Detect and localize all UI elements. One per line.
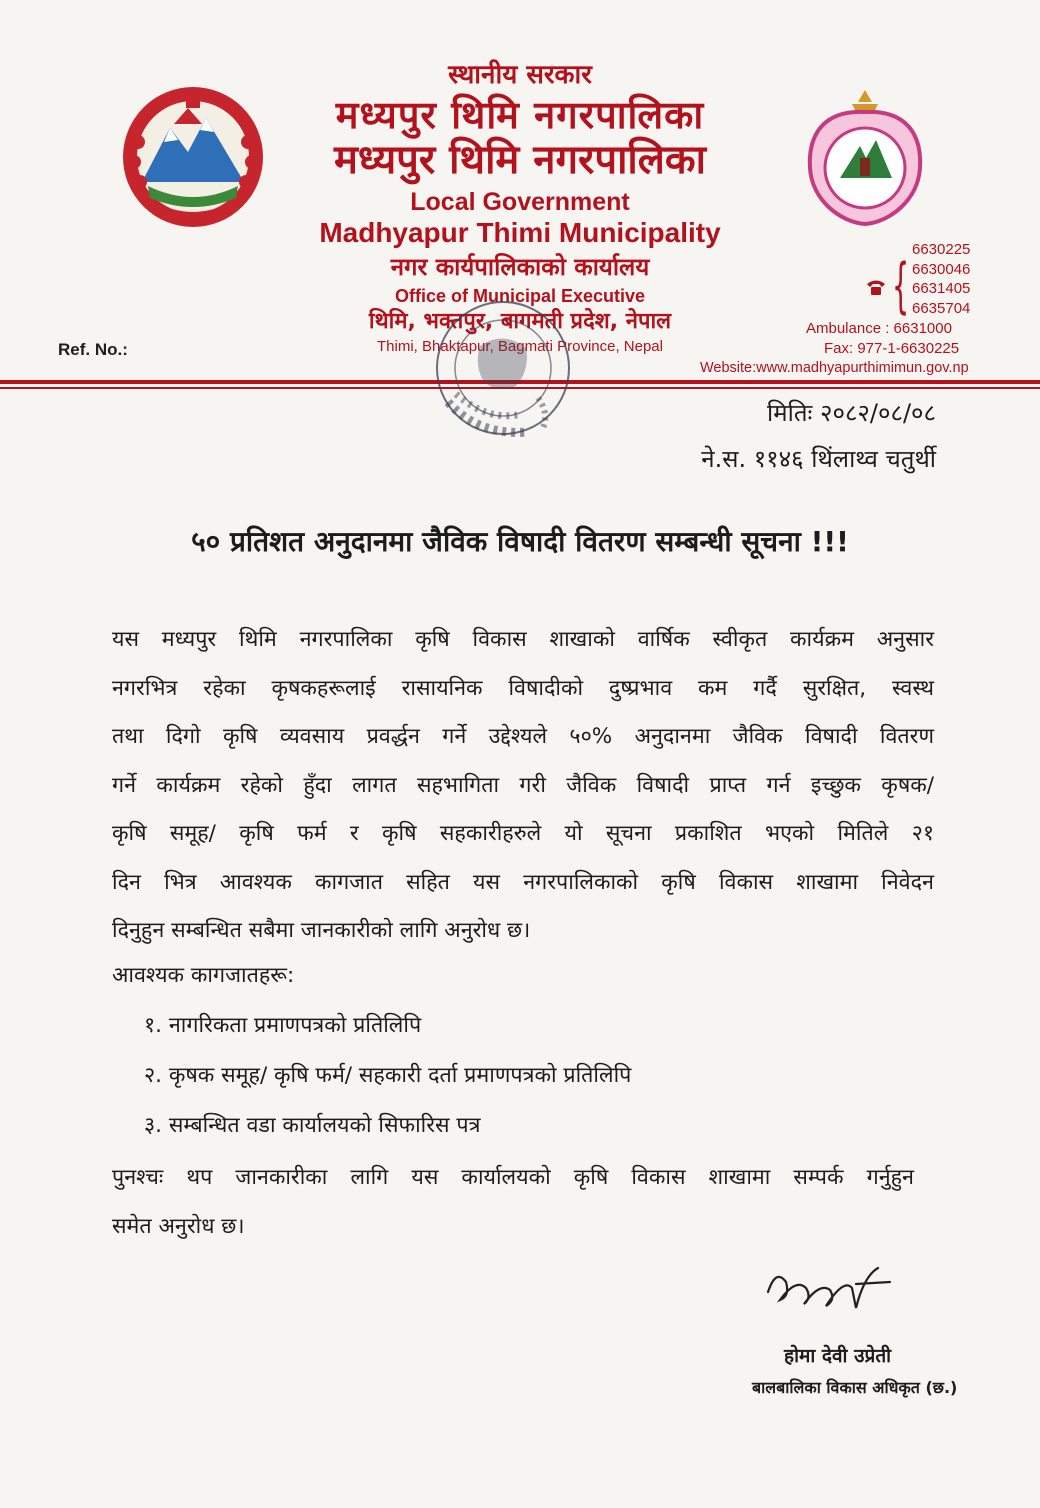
body-line: कृषि समूह/ कृषि फर्म र कृषि सहकारीहरुले यो सूचना प्रकाशित भएको मितिले २१ — [112, 821, 934, 846]
body-line: तथा दिगो कृषि व्यवसाय प्रवर्द्धन गर्ने उद्देश्यले ५०% अनुदानमा जैविक विषादी वितरण — [112, 724, 934, 749]
nepal-emblem-icon — [118, 82, 268, 232]
requirement-item: २. कृषक समूह/ कृषि फर्म/ सहकारी दर्ता प्रमाणपत्रको प्रतिलिपि — [144, 1063, 632, 1088]
municipality-name-np: मध्यपुर थिमि नगरपालिका — [333, 137, 706, 183]
office-stamp-icon — [418, 290, 588, 450]
ambulance-number: Ambulance : 6631000 — [806, 320, 952, 337]
ref-number-label: Ref. No.: — [58, 340, 128, 359]
notice-title: ५० प्रतिशत अनुदानमा जैविक विषादी वितरण सम्बन्धी सूचना !!! — [191, 525, 849, 558]
body-line: गर्ने कार्यक्रम रहेको हुँदा लागत सहभागिता गरी जैविक विषादी प्राप्त गर्न इच्छुक कृषक/ — [112, 772, 934, 798]
body-line: दिन भित्र आवश्यक कागजात सहित यस नगरपालिकाको कृषि विकास शाखामा निवेदन — [112, 869, 934, 895]
municipal-logo-icon — [800, 88, 930, 228]
requirement-item: ३. सम्बन्धित वडा कार्यालयको सिफारिस पत्र — [144, 1113, 481, 1138]
date-nepal-sambat: ने.स. ११४६ थिंलाथ्व चतुर्थी — [701, 445, 936, 473]
signatory-name: होमा देवी उप्रेती — [784, 1345, 892, 1367]
local-government-np: स्थानीय सरकार — [448, 60, 592, 90]
ps-line: समेत अनुरोध छ। — [112, 1213, 245, 1239]
date-bs: मितिः २०८२/०८/०८ — [767, 399, 936, 427]
phone-number: 6630225 — [912, 241, 971, 258]
body-line: नगरभित्र रहेका कृषकहरूलाई रासायनिक विषादीको दुष्प्रभाव कम गर्दै सुरक्षित, स्वस्थ — [112, 675, 934, 701]
phone-list — [912, 240, 970, 318]
ps-line: पुनश्चः थप जानकारीका लागि यस कार्यालयको कृषि विकास शाखामा सम्पर्क गर्नुहुन — [112, 1165, 914, 1190]
fax-number: Fax: 977-1-6630225 — [824, 340, 960, 357]
address-en: Thimi, Bhaktapur, Bagmati Province, Nepal — [377, 338, 663, 355]
requirement-item: १. नागरिकता प्रमाणपत्रको प्रतिलिपि — [144, 1013, 422, 1038]
phone-number: 6630046 — [912, 260, 971, 278]
handwritten-signature-icon — [760, 1248, 910, 1328]
postscript — [112, 1158, 914, 1255]
notice-body — [112, 616, 934, 956]
municipality-name-en: Madhyapur Thimi Municipality — [319, 217, 721, 248]
phone-number: 6631405 — [912, 280, 971, 297]
phone-number: 6635704 — [912, 299, 971, 317]
telephone-icon — [866, 278, 886, 296]
requirements-heading: आवश्यक कागजातहरू: — [112, 963, 295, 988]
body-line: दिनुहुन सम्बन्धित सबैमा जानकारीको लागि अनुरोध छ। — [112, 918, 531, 943]
office-name-en: Office of Municipal Executive — [394, 286, 646, 306]
municipality-name-np-stylized: मध्यपुर थिमि नगरपालिका — [335, 93, 705, 137]
website: Website:www.madhyapurthimimun.gov.np — [700, 360, 969, 376]
body-line: यस मध्यपुर थिमि नगरपालिका कृषि विकास शाखाको वार्षिक स्वीकृत कार्यक्रम अनुसार — [112, 627, 934, 652]
local-government-en: Local Government — [410, 188, 630, 216]
office-name-np: नगर कार्यपालिकाको कार्यालय — [390, 253, 650, 281]
address-np: थिमि, भक्तपुर, बागमती प्रदेश, नेपाल — [368, 309, 672, 334]
brace-icon: { — [892, 251, 910, 321]
signatory-title: बालबालिका विकास अधिकृत (छ.) — [752, 1378, 958, 1397]
